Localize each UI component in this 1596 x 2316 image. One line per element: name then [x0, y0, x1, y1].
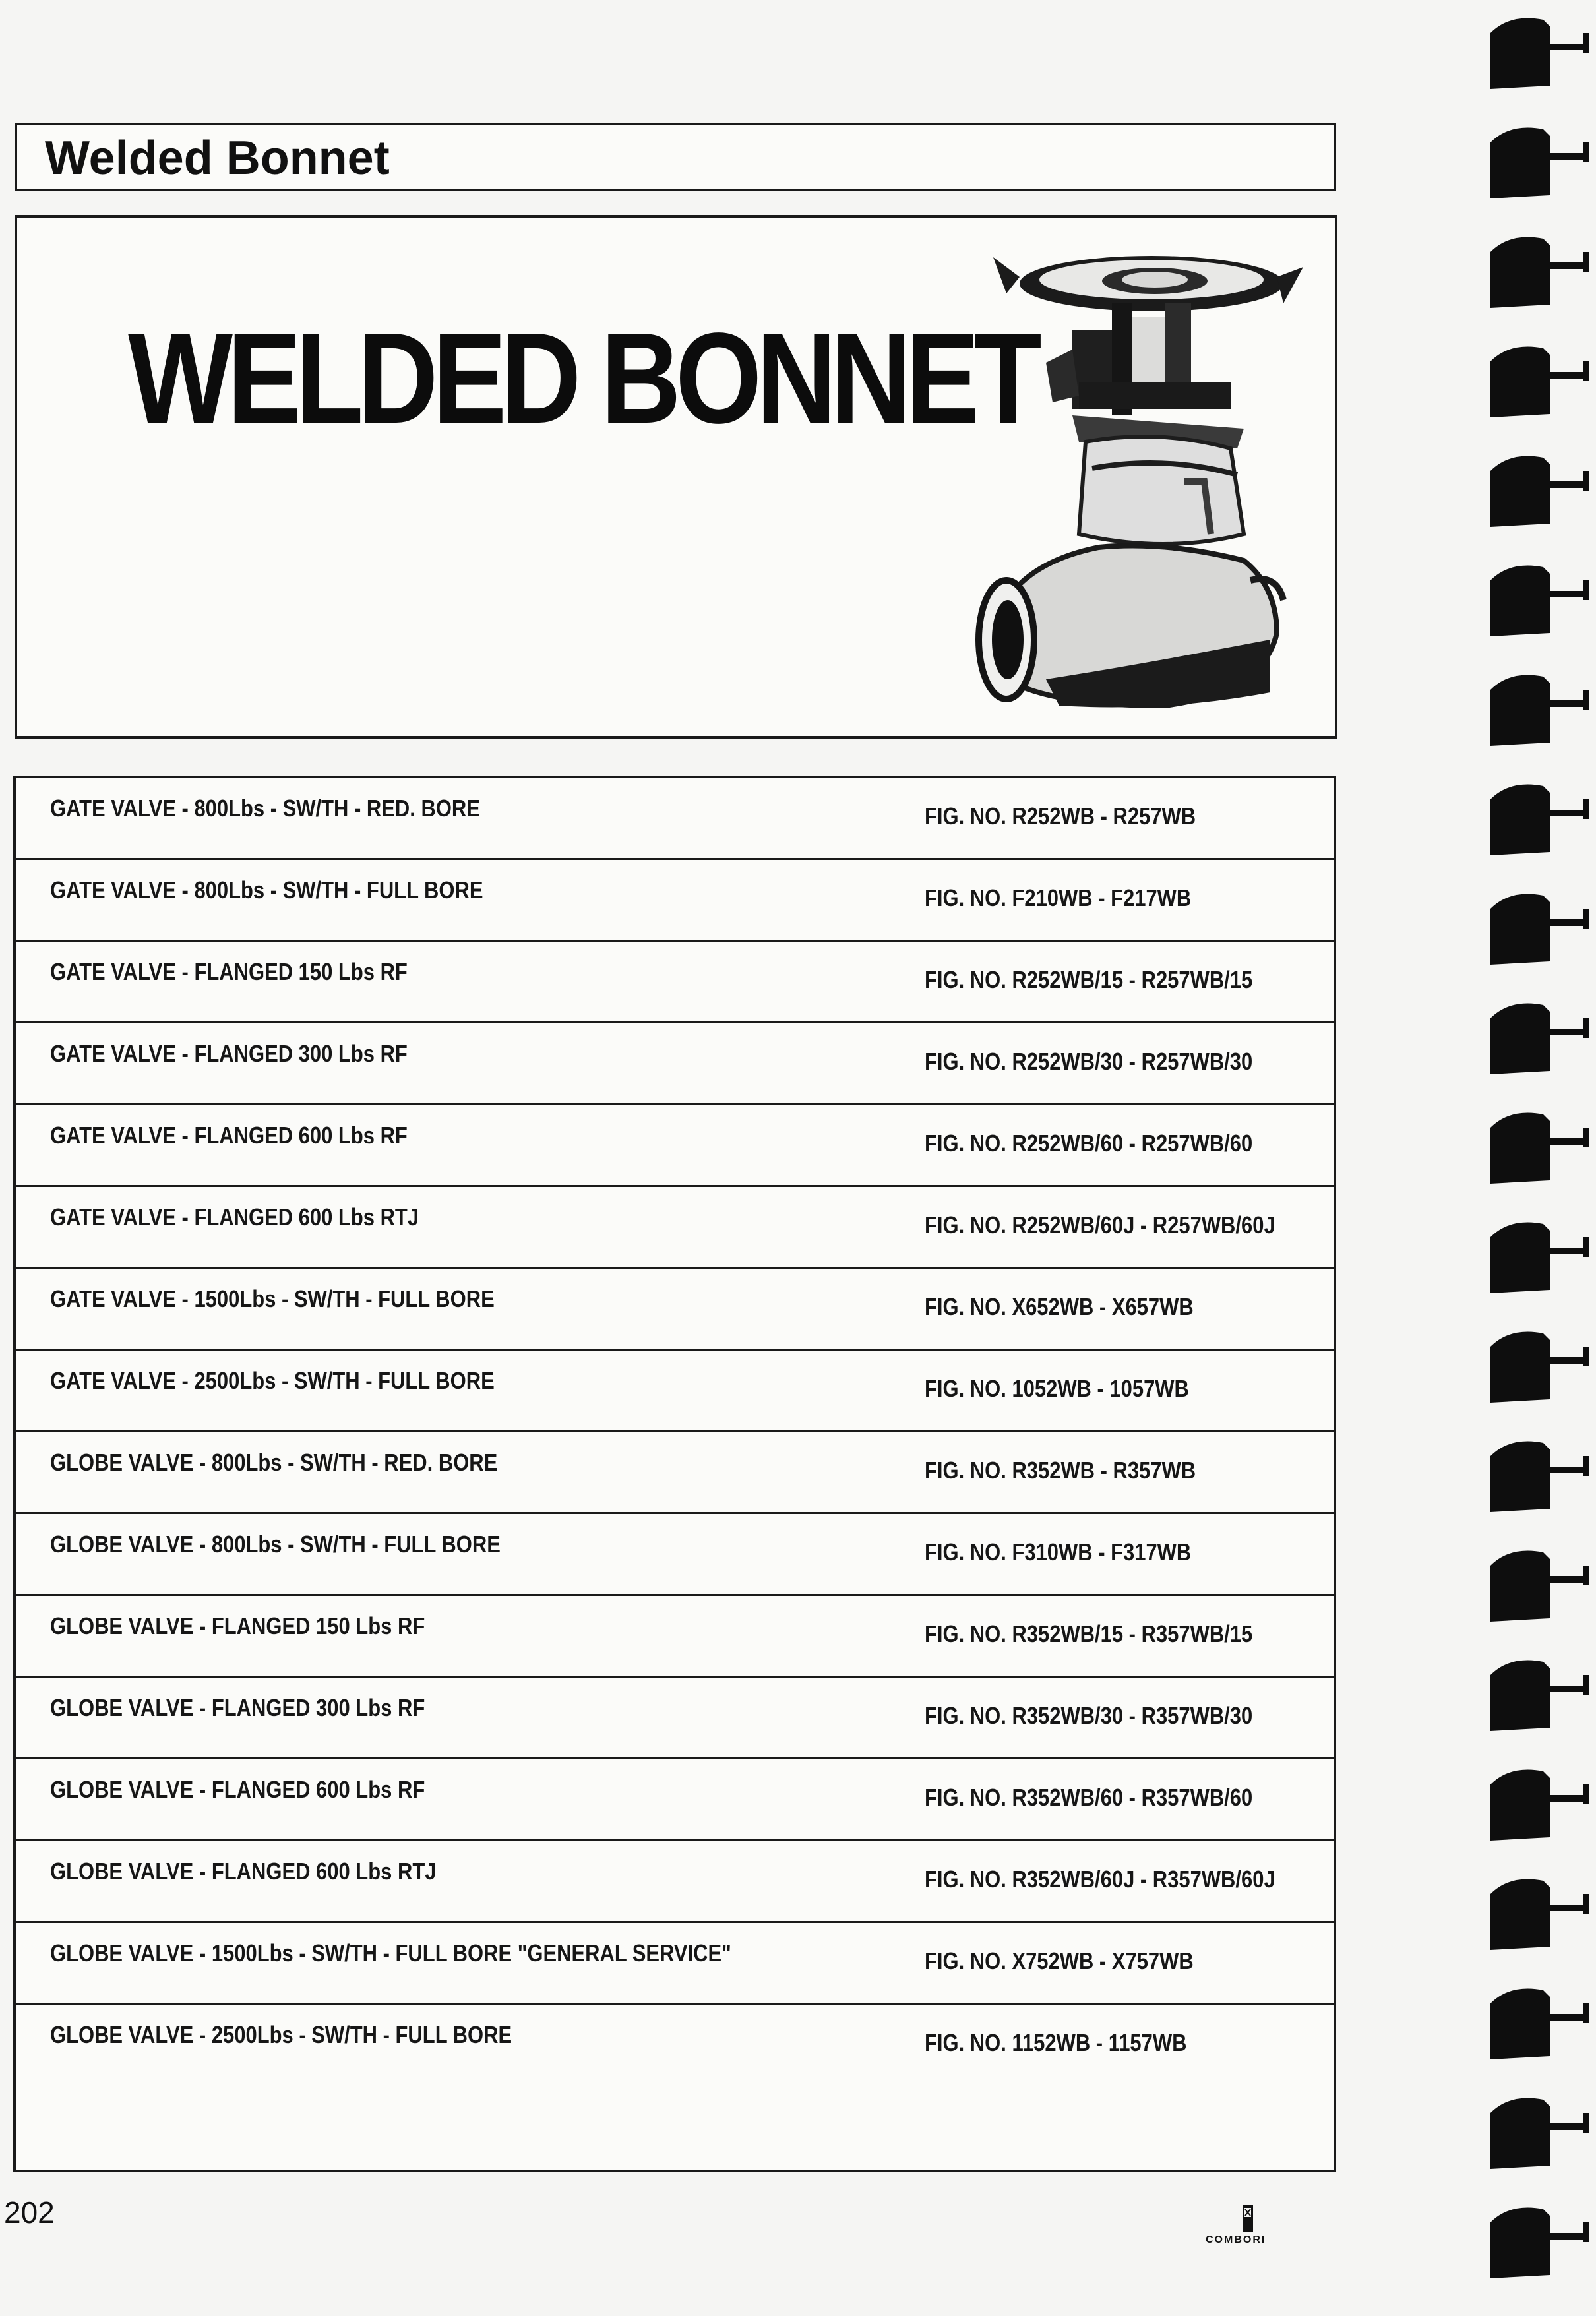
table-row	[16, 1351, 1334, 1432]
row-description: GATE VALVE - 1500Lbs - SW/TH - FULL BORE	[50, 1285, 495, 1312]
binding-ring	[1490, 2208, 1589, 2279]
row-figure-number: FIG. NO. R352WB - R357WB	[925, 1457, 1196, 1484]
row-description: GATE VALVE - FLANGED 300 Lbs RF	[50, 1040, 408, 1067]
table-row	[16, 1841, 1334, 1923]
table-row	[16, 2005, 1334, 2087]
table-row	[16, 1596, 1334, 1678]
row-description: GATE VALVE - 800Lbs - SW/TH - FULL BORE	[50, 876, 483, 903]
table-row	[16, 1023, 1334, 1105]
table-row	[16, 1187, 1334, 1269]
table-row	[16, 1514, 1334, 1596]
table-row	[16, 942, 1334, 1023]
binding-ring	[1490, 347, 1589, 418]
logo-text: COMBORI	[1206, 2234, 1266, 2245]
section-title: Welded Bonnet	[45, 132, 390, 185]
row-figure-number: FIG. NO. F310WB - F317WB	[925, 1539, 1192, 1566]
row-figure-number: FIG. NO. X752WB - X757WB	[925, 1947, 1194, 1974]
row-figure-number: FIG. NO. F210WB - F217WB	[925, 884, 1192, 911]
logo-mark-icon	[1203, 2203, 1295, 2236]
row-figure-number: FIG. NO. R252WB/60 - R257WB/60	[925, 1130, 1253, 1157]
banner	[15, 215, 1337, 739]
binding-ring	[1490, 1551, 1589, 1622]
row-figure-number: FIG. NO. R352WB/15 - R357WB/15	[925, 1620, 1253, 1647]
binding-ring	[1490, 1004, 1589, 1075]
banner-title: WELDED BONNET	[128, 306, 1037, 450]
binding-ring	[1490, 785, 1589, 856]
row-figure-number: FIG. NO. R352WB/60 - R357WB/60	[925, 1784, 1253, 1811]
binding-ring	[1490, 2098, 1589, 2170]
table-row	[16, 1105, 1334, 1187]
section-header	[15, 123, 1336, 191]
binding-ring	[1490, 456, 1589, 528]
binding-ring	[1490, 1879, 1589, 1951]
row-description: GLOBE VALVE - FLANGED 600 Lbs RF	[50, 1776, 425, 1803]
row-description: GLOBE VALVE - FLANGED 600 Lbs RTJ	[50, 1858, 437, 1885]
binding-ring	[1490, 675, 1589, 747]
table-row	[16, 1759, 1334, 1841]
row-description: GATE VALVE - 2500Lbs - SW/TH - FULL BORE	[50, 1367, 495, 1394]
globe-valve-photo-icon	[967, 231, 1310, 719]
row-description: GLOBE VALVE - 2500Lbs - SW/TH - FULL BORE	[50, 2021, 512, 2048]
company-logo	[1203, 2203, 1295, 2255]
binding-ring	[1490, 1661, 1589, 1732]
table-row	[16, 778, 1334, 860]
binding-ring	[1490, 1770, 1589, 1841]
binding-ring	[1490, 128, 1589, 199]
binding-ring	[1490, 1332, 1589, 1403]
spiral-binding-icon	[1471, 0, 1596, 2316]
valve-table	[13, 776, 1336, 2172]
binding-ring	[1490, 237, 1589, 309]
table-row	[16, 860, 1334, 942]
row-figure-number: FIG. NO. R352WB/60J - R357WB/60J	[925, 1866, 1275, 1893]
row-description: GLOBE VALVE - 800Lbs - SW/TH - FULL BORE	[50, 1531, 501, 1558]
row-description: GATE VALVE - 800Lbs - SW/TH - RED. BORE	[50, 795, 480, 822]
row-figure-number: FIG. NO. 1052WB - 1057WB	[925, 1375, 1189, 1402]
row-description: GLOBE VALVE - FLANGED 300 Lbs RF	[50, 1694, 425, 1721]
binding-ring	[1490, 18, 1589, 90]
binding-ring	[1490, 1223, 1589, 1294]
table-row	[16, 1269, 1334, 1351]
table-row	[16, 1678, 1334, 1759]
row-figure-number: FIG. NO. R252WB/60J - R257WB/60J	[925, 1211, 1275, 1238]
row-description: GLOBE VALVE - 800Lbs - SW/TH - RED. BORE	[50, 1449, 498, 1476]
row-description: GATE VALVE - FLANGED 600 Lbs RF	[50, 1122, 408, 1149]
table-row	[16, 1432, 1334, 1514]
row-figure-number: FIG. NO. 1152WB - 1157WB	[925, 2029, 1187, 2056]
row-figure-number: FIG. NO. R252WB - R257WB	[925, 803, 1196, 830]
row-description: GLOBE VALVE - FLANGED 150 Lbs RF	[50, 1612, 425, 1639]
row-description: GATE VALVE - FLANGED 150 Lbs RF	[50, 958, 408, 985]
row-figure-number: FIG. NO. R352WB/30 - R357WB/30	[925, 1702, 1253, 1729]
table-row	[16, 1923, 1334, 2005]
row-figure-number: FIG. NO. R252WB/15 - R257WB/15	[925, 966, 1253, 993]
row-figure-number: FIG. NO. R252WB/30 - R257WB/30	[925, 1048, 1253, 1075]
binding-ring	[1490, 1442, 1589, 1513]
binding-ring	[1490, 566, 1589, 637]
binding-ring	[1490, 1113, 1589, 1184]
row-description: GATE VALVE - FLANGED 600 Lbs RTJ	[50, 1204, 419, 1231]
page-number: 202	[4, 2195, 55, 2230]
binding-ring	[1490, 1989, 1589, 2060]
binding-ring	[1490, 894, 1589, 965]
row-description: GLOBE VALVE - 1500Lbs - SW/TH - FULL BORE "GENERAL SERVICE"	[50, 1939, 731, 1966]
row-figure-number: FIG. NO. X652WB - X657WB	[925, 1293, 1194, 1320]
